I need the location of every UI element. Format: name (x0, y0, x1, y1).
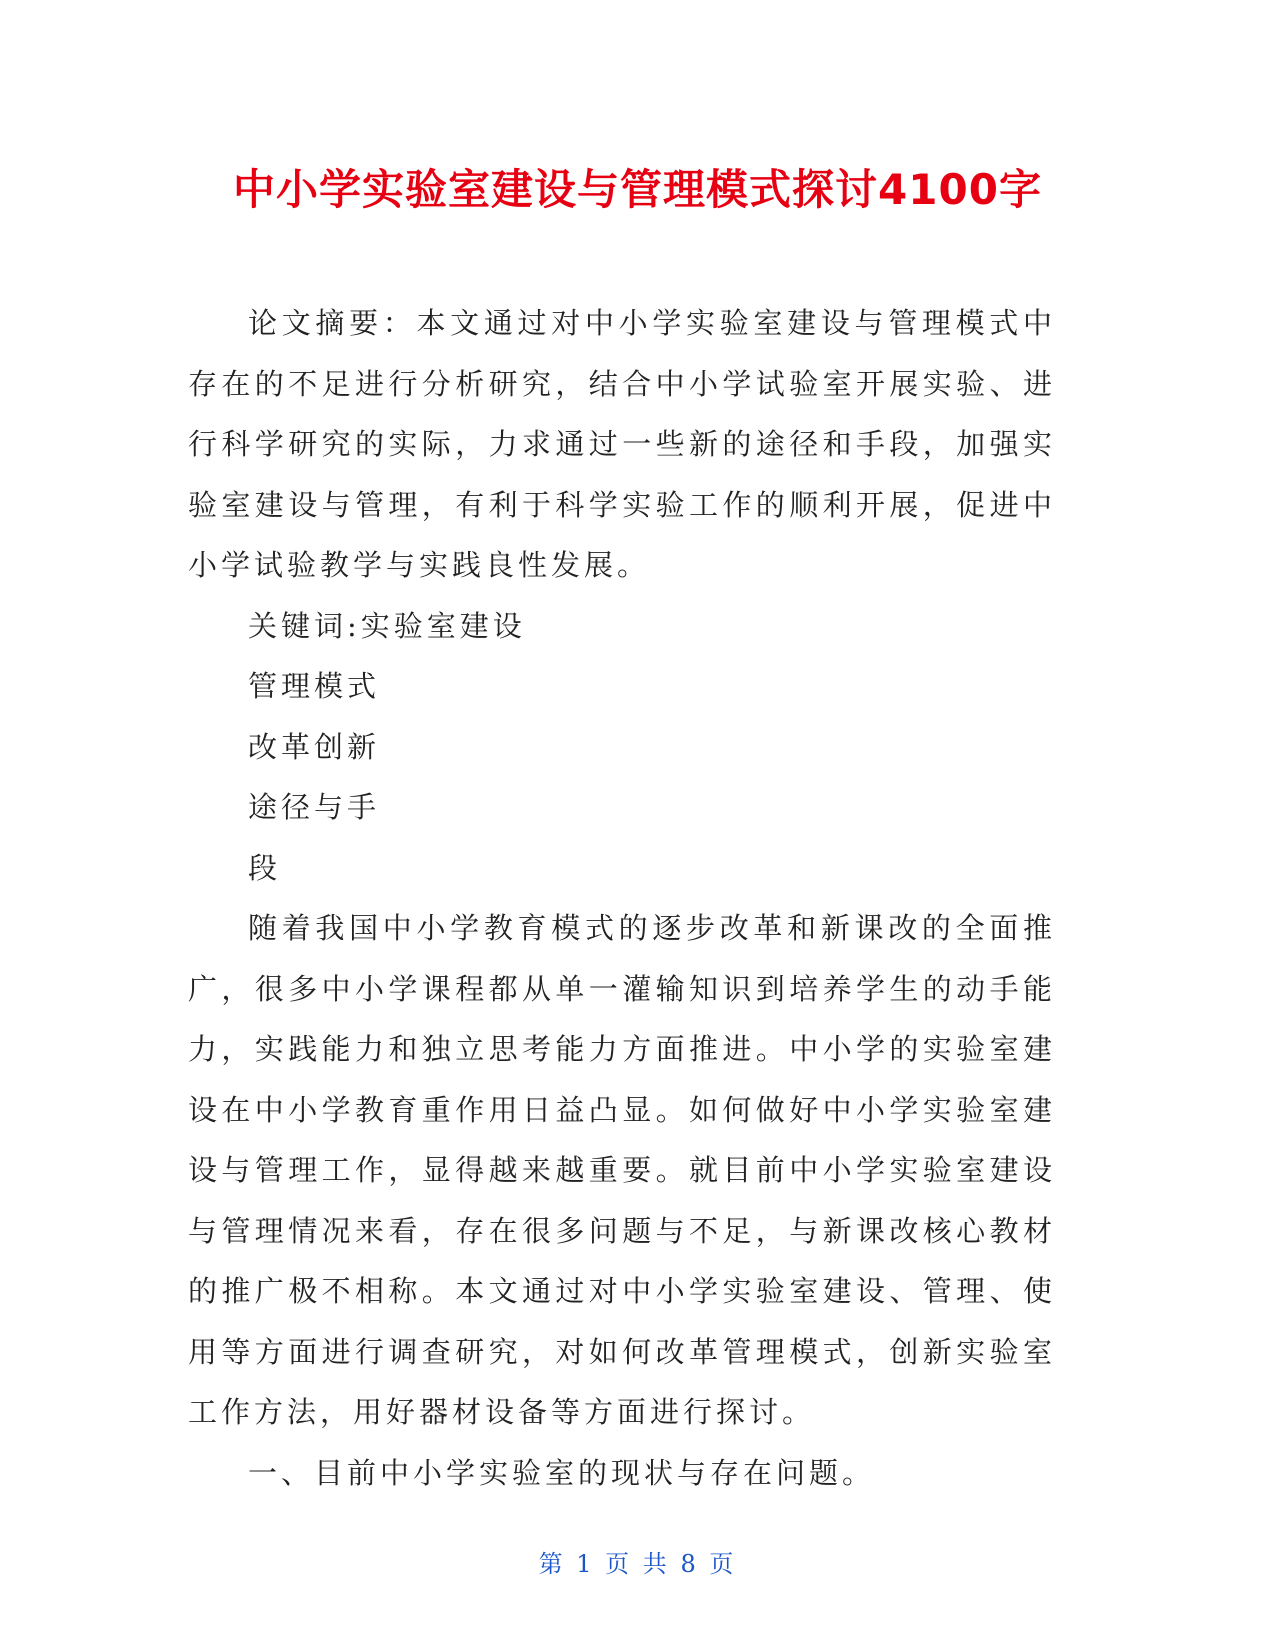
keyword-item: 段 (248, 850, 282, 885)
keyword-item: 管理模式 (248, 669, 381, 703)
section-heading: 一、目前中小学实验室的现状与存在问题。 (248, 1455, 876, 1490)
footer-prefix: 第 (538, 1550, 566, 1578)
footer-current-page: 1 (576, 1550, 595, 1578)
keyword-item: 途径与手 (248, 790, 381, 824)
page-footer (0, 1548, 1275, 1580)
document-body (188, 293, 1056, 1503)
footer-total-pages: 8 (680, 1550, 699, 1578)
intro-paragraph: 随着我国中小学教育模式的逐步改革和新课改的全面推广，很多中小学课程都从单一灌输知识到培养学生的动手能力，实践能力和独立思考能力方面推进。中小学的实验室建设在中小学教育重作用日益凸显。如何做好中小学实验室建设与管理工作，显得越来越重要。就目前中小学实验室建设与管理情况来看，存在很多问题与不足，与新课改核心教材的推广极不相称。本文通过对中小学实验室建设、管理、使用等方面进行调查研究，对如何改革管理模式，创新实验室工作方法，用好器材设备等方面进行探讨。 (188, 911, 1056, 1429)
footer-middle: 页 共 (605, 1550, 670, 1578)
keywords-line: 关键词:实验室建设 (248, 608, 526, 643)
abstract-paragraph: 论文摘要：本文通过对中小学实验室建设与管理模式中存在的不足进行分析研究，结合中小学试验室开展实验、进行科学研究的实际，力求通过一些新的途径和手段，加强实验室建设与管理，有利于科学实验工作的顺利开展，促进中小学试验教学与实践良性发展。 (188, 306, 1056, 582)
document-title: 中小学实验室建设与管理模式探讨4100字 (233, 165, 1042, 214)
keyword-item: 改革创新 (248, 729, 381, 764)
footer-suffix: 页 (709, 1550, 737, 1578)
